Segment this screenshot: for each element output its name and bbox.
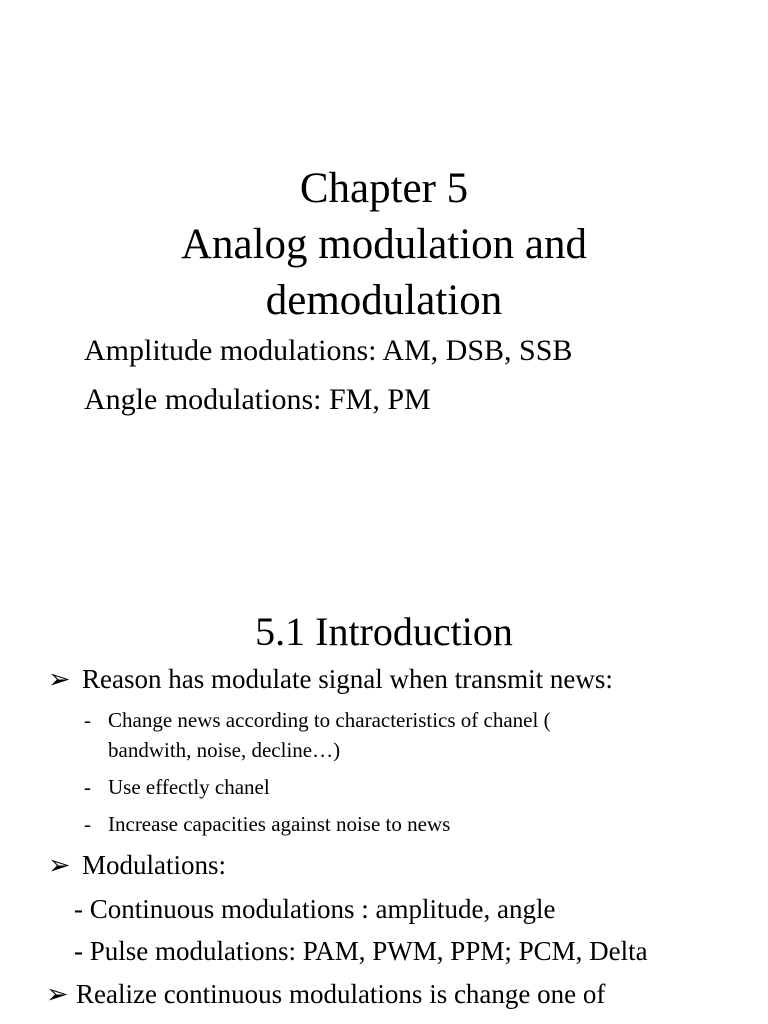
sub-item-increase-capacities <box>84 812 450 837</box>
chapter-title-line2: demodulation <box>265 277 503 324</box>
subtitle-amplitude: Amplitude modulations: AM, DSB, SSB <box>84 334 573 367</box>
sub-item-use-chanel <box>84 775 270 800</box>
bullet-modulations <box>48 850 226 881</box>
dash-marker: - <box>84 812 91 836</box>
arrow-bullet-icon: ➢ <box>48 664 71 694</box>
subtitle-angle: Angle modulations: FM, PM <box>84 383 431 416</box>
dash-marker: - <box>84 775 91 799</box>
bullet-realize <box>46 979 605 1010</box>
dash-marker: - <box>84 708 91 732</box>
sub-item-change-news-cont: bandwith, noise, decline…) <box>108 738 341 762</box>
arrow-bullet-icon: ➢ <box>48 850 71 880</box>
arrow-bullet-icon: ➢ <box>46 979 69 1009</box>
bullet-reason <box>48 664 613 695</box>
bullet-realize-text: Realize continuous modulations is change one of <box>76 979 606 1009</box>
mod-item-pulse: - Pulse modulations: PAM, PWM, PPM; PCM, Delta <box>74 936 648 966</box>
chapter-number: Chapter 5 <box>299 165 469 212</box>
chapter-title-line1: Analog modulation and <box>180 221 588 268</box>
sub-item-text: Use effectly chanel <box>108 775 270 799</box>
bullet-reason-text: Reason has modulate signal when transmit news: <box>82 664 613 694</box>
sub-item-change-news <box>84 708 551 733</box>
bullet-modulations-text: Modulations: <box>82 850 227 880</box>
sub-item-text: Change news according to characteristics of chanel ( <box>108 708 551 732</box>
section-heading: 5.1 Introduction <box>255 609 513 654</box>
sub-item-text: Increase capacities against noise to news <box>108 812 451 836</box>
mod-item-continuous: - Continuous modulations : amplitude, angle <box>74 894 556 924</box>
